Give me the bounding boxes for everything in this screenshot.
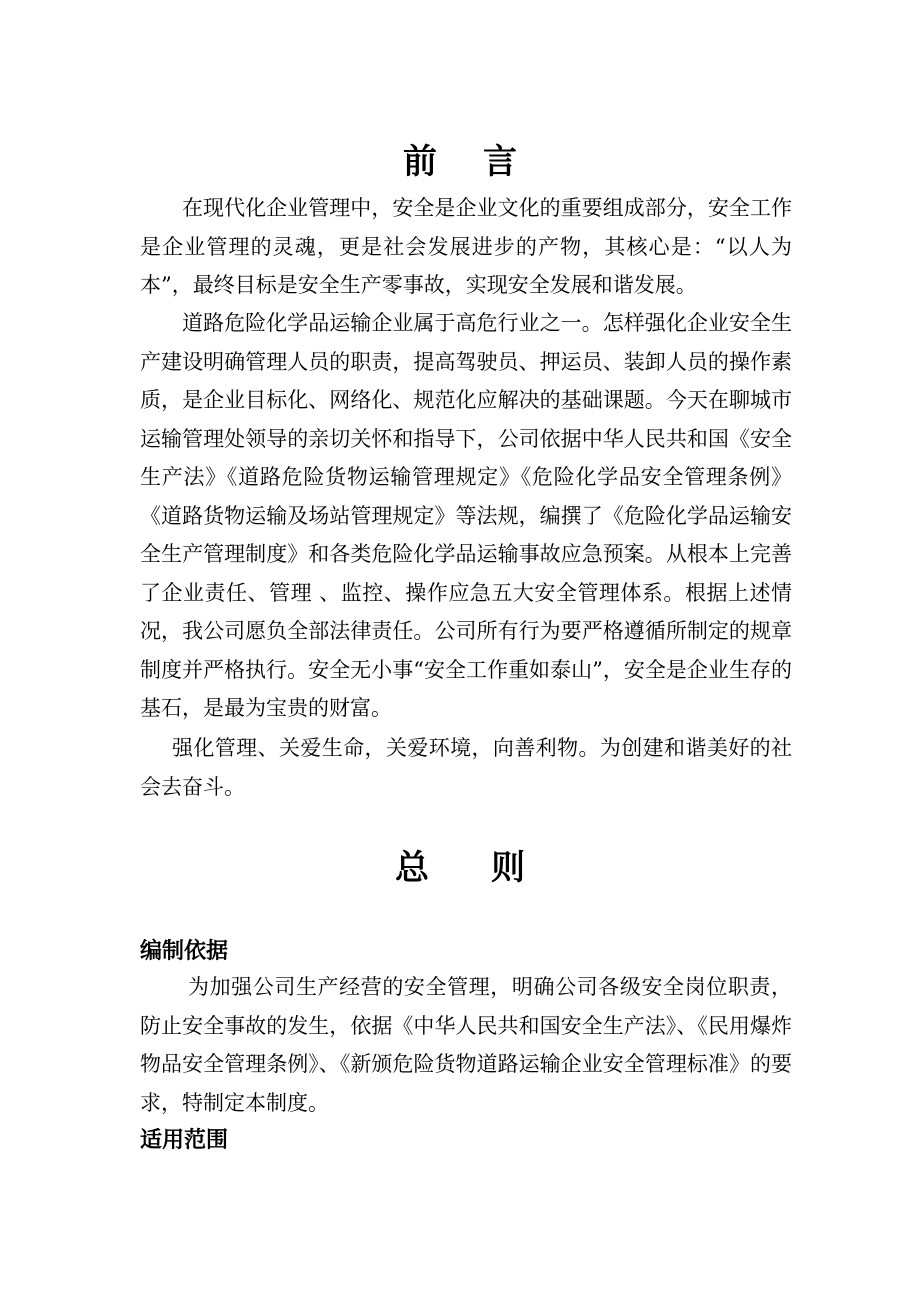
scope-heading: 适用范围 bbox=[140, 1127, 229, 1153]
preface-paragraph-1: 在现代化企业管理中，安全是企业文化的重要组成部分，安全工作是企业管理的灵魂，更是社会发展进步的产物，其核心是：“以人为本”，最终目标是安全生产零事故，实现安全发展和谐发展。 bbox=[140, 196, 792, 297]
basis-heading: 编制依据 bbox=[140, 938, 229, 964]
preface-paragraph-2: 道路危险化学品运输企业属于高危行业之一。怎样强化企业安全生产建设明确管理人员的职责，提高驾驶员、押运员、装卸人员的操作素质，是企业目标化、网络化、规范化应解决的基础课题。今天在聊城市运输管理处领导的亲切关怀和指导下，公司依据中华人民共和国《安全生产法》《道路危险货物运输管理规定》《危险化学品安全管理条例》《道路货物运输及场站管理规定》等法规，编撰了《危险化学品运输安全生产管理制度》和各类危险化学品运输事故应急预案。从根本上完善了企业责任、管理 、监控、操作应急五大安全管理体系。根据上述情况，我公司愿负全部法律责任。公司所有行为要严格遵循所制定的规章制度并严格执行。安全无小事“安全工作重如泰山”，安全是企业生存的基石，是最为宝贵的财富。 bbox=[140, 311, 792, 720]
basis-paragraph: 为加强公司生产经营的安全管理，明确公司各级安全岗位职责，防止安全事故的发生，依据《中华人民共和国安全生产法》、《民用爆炸物品安全管理条例》、《新颁危险货物道路运输企业安全管理标准》的要求，特制定本制度。 bbox=[140, 975, 792, 1115]
preface-paragraph-3: 强化管理、关爱生命，关爱环境，向善利物。为创建和谐美好的社会去奋斗。 bbox=[140, 736, 792, 799]
general-provisions-title: 总则 bbox=[395, 848, 587, 888]
preface-title: 前言 bbox=[403, 142, 563, 182]
